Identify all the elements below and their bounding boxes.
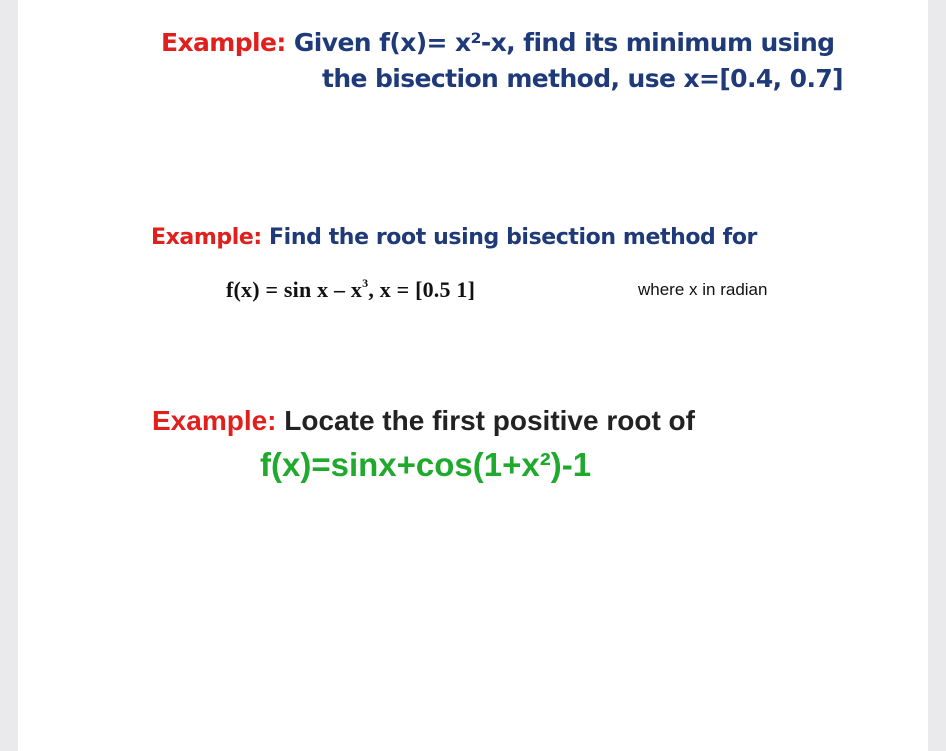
example2-formula xyxy=(226,276,475,303)
example1-label: Example: xyxy=(161,28,286,57)
example2-line1-text: Find the root using bisection method for xyxy=(261,225,757,250)
example3-line1-text: Locate the first positive root of xyxy=(276,405,695,436)
example3-line1 xyxy=(152,405,695,437)
example2-note: where x in radian xyxy=(638,280,768,299)
example1-line2: the bisection method, use x=[0.4, 0.7] xyxy=(322,64,843,93)
example1-line1-text: Given f(x)= x²-x, find its minimum using xyxy=(285,28,835,57)
example2-formula-exponent: 3 xyxy=(362,276,369,290)
example2-label: Example: xyxy=(151,225,262,250)
example2-line1 xyxy=(151,225,757,250)
example2-formula-suffix: , x = [0.5 1] xyxy=(368,277,476,302)
document-page xyxy=(18,0,928,751)
example3-label: Example: xyxy=(152,405,277,436)
example2-formula-prefix: f(x) = sin x – x xyxy=(226,277,363,302)
example1-line1 xyxy=(161,28,834,57)
example3-formula: f(x)=sinx+cos(1+x²)-1 xyxy=(260,446,592,483)
